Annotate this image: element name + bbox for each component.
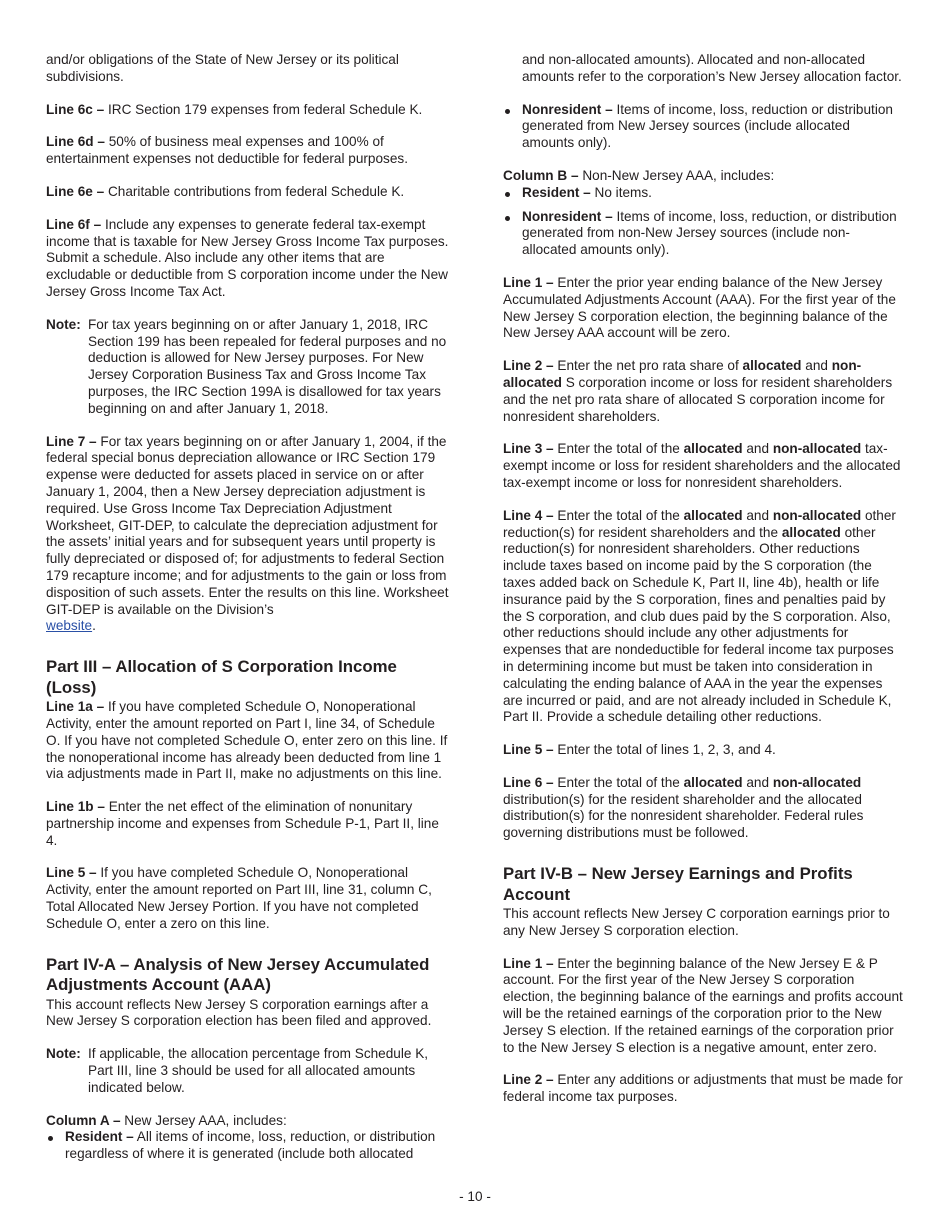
- line-label: Line 1 –: [503, 274, 554, 290]
- line-6f: [46, 217, 449, 301]
- line-text: Enter the total of the: [557, 441, 680, 457]
- line-text: S corporation income or loss for resident shareholders and the net pro rata share of allocated S corporation income for nonresident shareholders.: [503, 374, 893, 424]
- column-b-nonresident-item: [503, 209, 903, 259]
- note-allocation-percentage: [46, 1046, 449, 1096]
- aaa-line-4: [503, 508, 903, 726]
- line-label: Line 6 –: [503, 774, 554, 790]
- column-text: New Jersey AAA, includes:: [124, 1112, 287, 1128]
- left-column: [46, 52, 449, 1163]
- item-label: Nonresident –: [522, 101, 613, 117]
- column-a-nonresident-item: [503, 102, 903, 152]
- line-text: If you have completed Schedule O, Nonoperational Activity, enter the amount reported on Part III, line 31, column C, Total Allocated New Jersey Portion. If you have not completed Schedule O, enter a zero on this line.: [46, 865, 432, 931]
- part-4a-heading: Part IV-A – Analysis of New Jersey Accumulated Adjustments Account (AAA): [46, 954, 430, 995]
- line-text: Enter the net effect of the elimination of nonunitary partnership income and expenses from Schedule P-1, Part II, line 4.: [46, 799, 439, 848]
- line-7: [46, 434, 449, 636]
- line-text: IRC Section 179 expenses from federal Schedule K.: [107, 101, 423, 117]
- line-text: Enter any additions or adjustments that must be made for federal income tax purposes.: [503, 1072, 903, 1105]
- column-a-list: [46, 1129, 449, 1163]
- column-label: Column A –: [46, 1112, 121, 1128]
- column-a-resident-item: [46, 1129, 449, 1163]
- line-label: Line 1b –: [46, 799, 105, 815]
- line-text: If you have completed Schedule O, Nonoperational Activity, enter the amount reported on Part I, line 34, of Schedule O. If you have not completed Schedule O, enter zero on this line. If the nonoperational income has already been deducted from line 1 via adjustments made in Part II, make no adjustments on this line.: [46, 699, 448, 782]
- aaa-line-6: [503, 775, 903, 842]
- note-label: Note:: [46, 1046, 81, 1062]
- line-text: distribution(s) for the resident shareholder and the allocated distribution(s) for the nonresident shareholder. Federal rules governing distributions must be followed.: [503, 791, 864, 841]
- bold-term: allocated: [781, 524, 841, 540]
- line-text: Include any expenses to generate federal tax-exempt income that is taxable for New Jersey Gross Income Tax purposes. Submit a schedule. Also include any other items that are excludable or deductible from S corporation income under the New Jersey Gross Income Tax Act.: [46, 216, 449, 299]
- right-column: [503, 52, 903, 1122]
- line-text: and: [805, 358, 828, 374]
- line-text: Enter the total of the: [557, 507, 680, 523]
- column-a-list-continued: [503, 102, 903, 152]
- line-label: Line 6d –: [46, 134, 105, 150]
- line-7-end: .: [92, 618, 96, 634]
- bold-term: allocated: [742, 358, 802, 374]
- note-text: For tax years beginning on or after January 1, 2018, IRC Section 199 has been repealed for federal purposes and no deduction is allowed for New Jersey purposes. For New Jersey Corporation Business Tax and Gross Income Tax purposes, the IRC Section 199A is disallowed for tax years beginning on and after January 1, 2018.: [88, 316, 447, 416]
- part3-line-1b: [46, 799, 449, 849]
- part3-line-1a: [46, 699, 449, 783]
- intro-continuation: and/or obligations of the State of New Jersey or its political subdivisions.: [46, 52, 399, 84]
- aaa-line-1: [503, 275, 903, 342]
- column-a-resident-continuation: and non-allocated amounts). Allocated and non-allocated amounts refer to the corporation’s New Jersey allocation factor.: [522, 52, 902, 84]
- website-link[interactable]: website: [46, 618, 93, 634]
- aaa-line-5: [503, 742, 903, 759]
- bold-term: non-allocated: [772, 774, 862, 790]
- line-text: and: [746, 774, 770, 790]
- line-text: other reduction(s) for resident shareholders and the: [503, 507, 896, 540]
- ep-line-1: [503, 956, 903, 1057]
- page-number: - 10 -: [459, 1189, 491, 1204]
- line-label: Line 1 –: [503, 955, 554, 971]
- line-label: Line 2 –: [503, 358, 554, 374]
- column-b-resident-item: [503, 185, 903, 202]
- note-text: If applicable, the allocation percentage from Schedule K, Part III, line 3 should be used for all allocated amounts indicated below.: [88, 1046, 429, 1095]
- line-text: 50% of business meal expenses and 100% of entertainment expenses not deductible for federal purposes.: [46, 134, 408, 167]
- ep-line-2: [503, 1072, 903, 1106]
- item-label: Resident –: [522, 184, 591, 200]
- line-label: Line 6e –: [46, 183, 105, 199]
- line-text: Enter the total of lines 1, 2, 3, and 4.: [557, 742, 776, 758]
- line-label: Line 6c –: [46, 101, 105, 117]
- column-label: Column B –: [503, 167, 579, 183]
- line-text: other reduction(s) for nonresident shareholders. Other reductions include taxes based on income paid by the S corporation (the taxes added back on Schedule K, Part II, line 4b), health or life insurance paid by the S corporation, fines and penalties paid by the S corporation, and club dues paid by the S corporation. Also, other reductions should include any other adjustments for expenses that are nondeductible for federal income tax purposes in determining income but must be taken into consideration in calculating the ending balance of AAA in the year the expenses are incurred or paid, and are not already included in Schedule K, Part II. Provide a schedule detailing other reductions.: [503, 524, 894, 725]
- line-label: Line 1a –: [46, 699, 105, 715]
- bold-term: allocated: [683, 774, 743, 790]
- item-text: Items of income, loss, reduction or distribution generated from New Jersey sources (include allocated amounts only).: [522, 101, 893, 151]
- column-text: Non-New Jersey AAA, includes:: [582, 167, 775, 183]
- bold-term: allocated: [683, 441, 743, 457]
- item-text: All items of income, loss, reduction, or distribution regardless of where it is generated (include both allocated: [65, 1129, 436, 1162]
- item-label: Resident –: [65, 1129, 134, 1145]
- line-text: Enter the net pro rata share of: [557, 358, 739, 374]
- line-label: Line 7 –: [46, 433, 97, 449]
- line-text: Enter the prior year ending balance of the New Jersey Accumulated Adjustments Account (AAA). For the first year of the New Jersey S corporation election, the beginning balance of the New Jersey AAA account will be zero.: [503, 274, 896, 341]
- line-label: Line 5 –: [503, 742, 554, 758]
- column-a-heading: [46, 1113, 449, 1130]
- line-label: Line 2 –: [503, 1072, 554, 1088]
- aaa-line-2: [503, 358, 903, 425]
- note-section-199: [46, 317, 449, 418]
- line-text: Charitable contributions from federal Schedule K.: [107, 183, 405, 199]
- item-label: Nonresident –: [522, 208, 613, 224]
- line-text: and: [746, 441, 770, 457]
- column-b-list: [503, 185, 903, 259]
- part3-line-5: [46, 865, 449, 932]
- line-6c: [46, 102, 449, 119]
- note-label: Note:: [46, 316, 81, 332]
- part-4b-heading: Part IV-B – New Jersey Earnings and Profits Account: [503, 864, 853, 904]
- line-text: Enter the total of the: [557, 774, 680, 790]
- line-text: Enter the beginning balance of the New Jersey E & P account. For the first year of the New Jersey S corporation election, the beginning balance of the earnings and profits account will be the retained earnings of the corporation prior to the New Jersey S election. If the retained earnings of the corporation prior to the New Jersey S election is a negative amount, enter zero.: [503, 955, 903, 1055]
- line-label: Line 6f –: [46, 216, 102, 232]
- part-3-heading: Part III – Allocation of S Corporation Income (Loss): [46, 657, 397, 697]
- bold-term: non-allocated: [503, 358, 862, 390]
- column-b-heading: [503, 168, 903, 185]
- line-6d: [46, 134, 449, 168]
- line-text: tax-exempt income or loss for resident shareholders and the allocated tax-exempt income or loss for nonresident shareholders.: [503, 441, 901, 490]
- line-text: and: [746, 507, 770, 523]
- aaa-line-3: [503, 441, 903, 491]
- bold-term: non-allocated: [772, 441, 862, 457]
- item-text: Items of income, loss, reduction, or distribution generated from non-New Jersey sources (include non-allocated amounts only).: [522, 208, 897, 258]
- line-text: For tax years beginning on or after January 1, 2004, if the federal special bonus depreciation allowance or IRC Section 179 expense were deducted for assets placed in service on or after January 1, 2004, then a New Jersey depreciation adjustment is required. Use Gross Income Tax Depreciation Adjustment Worksheet, GIT-DEP, to calculate the depreciation adjustment for the assets’ initial years and for subsequent years until property is fully depreciated or disposed of; for adjustments to federal Section 179 recapture income; and for adjustments to the gain or loss from disposition of such assets. Enter the results on this line. Worksheet GIT-DEP is available on the Division’s: [46, 433, 449, 617]
- bold-term: allocated: [683, 507, 743, 523]
- line-label: Line 4 –: [503, 507, 554, 523]
- line-label: Line 3 –: [503, 441, 554, 457]
- bold-term: non-allocated: [772, 507, 862, 523]
- item-text: No items.: [594, 184, 652, 200]
- part4a-intro: This account reflects New Jersey S corporation earnings after a New Jersey S corporation election has been filed and approved.: [46, 996, 432, 1029]
- part4b-intro: This account reflects New Jersey C corporation earnings prior to any New Jersey S corporation election.: [503, 906, 890, 938]
- line-label: Line 5 –: [46, 865, 97, 881]
- line-6e: [46, 184, 449, 201]
